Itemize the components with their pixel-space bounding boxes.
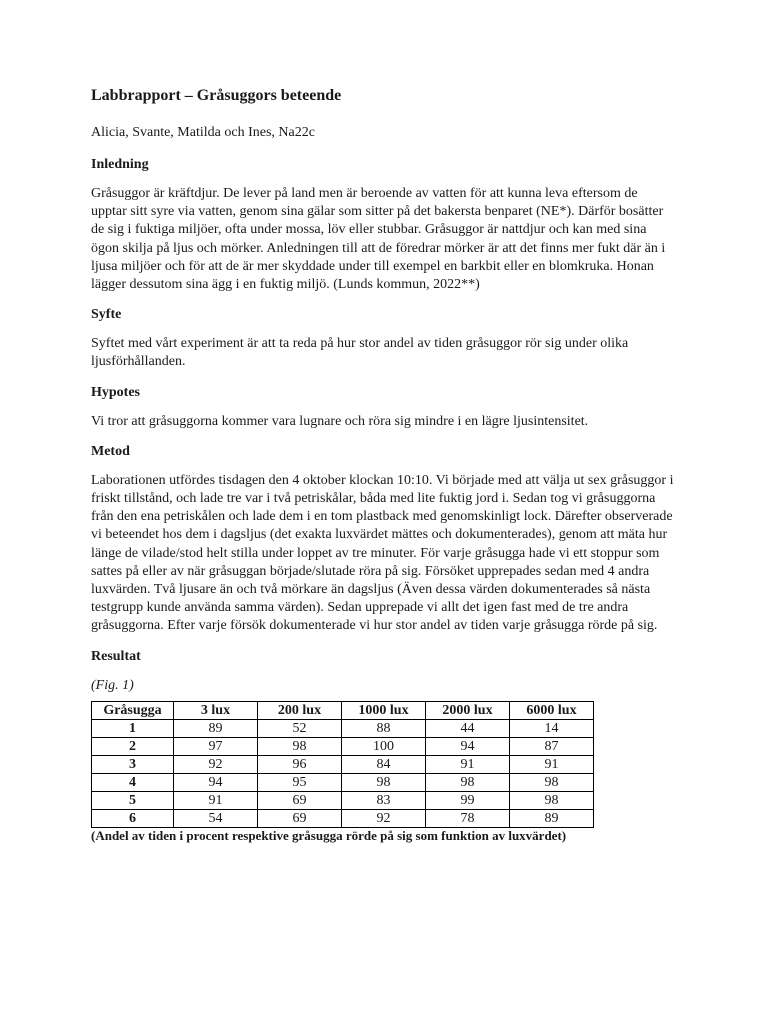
paragraph-syfte: Syftet med vårt experiment är att ta reda på hur stor andel av tiden gråsuggor rör sig under olika ljusförhållanden.: [91, 336, 629, 370]
table-cell: 94: [174, 773, 258, 791]
table-cell: 89: [174, 719, 258, 737]
table-caption: (Andel av tiden i procent respektive gråsugga rörde på sig som funktion av luxvärdet): [91, 827, 567, 843]
heading-hypotes: Hypotes: [91, 384, 140, 400]
table-row: [92, 719, 594, 737]
table-cell: 89: [510, 809, 594, 827]
table-cell: 91: [174, 791, 258, 809]
table-header-cell: Gråsugga: [92, 701, 174, 719]
table-header-row: [92, 701, 594, 719]
table-row: [92, 755, 594, 773]
table-cell: 98: [510, 791, 594, 809]
table-header-cell: 1000 lux: [342, 701, 426, 719]
heading-metod: Metod: [91, 443, 130, 459]
table-cell: 97: [174, 737, 258, 755]
table-cell: 84: [342, 755, 426, 773]
heading-resultat: Resultat: [91, 648, 141, 664]
heading-inledning: Inledning: [91, 157, 149, 172]
table-cell: 88: [342, 719, 426, 737]
table-cell: 78: [426, 809, 510, 827]
table-row: [92, 791, 594, 809]
table-cell: 98: [342, 773, 426, 791]
table-cell: 52: [258, 719, 342, 737]
results-table: [91, 701, 594, 828]
table-header-cell: 3 lux: [174, 701, 258, 719]
document-title: Labbrapport – Gråsuggors beteende: [91, 87, 342, 104]
paragraph-inledning: Gråsuggor är kräftdjur. De lever på land men är beroende av vatten för att kunna leva eftersom de upptar sitt syre via vatten, genom sina gälar som sitter på det bakersta benparet (NE*). Därför bosätter de sig i fuktiga miljöer, ofta under mossa, löv eller stubbar. Gråsuggor är nattdjur och kan med sina ögon skilja på ljus och mörker. Anledningen till att de föredrar mörker är att det finns mer fukt där än i ljusa miljöer och för att de är mer skyddade under till exempel en barkbit eller en blomkruka. Honan lägger dessutom sina ägg i en fuktig miljö. (Lunds kommun, 2022**): [91, 186, 666, 293]
table-cell: 69: [258, 791, 342, 809]
table-row-label: 2: [92, 737, 174, 755]
table-cell: 95: [258, 773, 342, 791]
table-cell: 91: [510, 755, 594, 773]
table-row-label: 6: [92, 809, 174, 827]
table-cell: 98: [510, 773, 594, 791]
table-cell: 99: [426, 791, 510, 809]
table-cell: 98: [258, 737, 342, 755]
authors-line: Alicia, Svante, Matilda och Ines, Na22c: [91, 125, 315, 140]
table-cell: 98: [426, 773, 510, 791]
table-cell: 83: [342, 791, 426, 809]
figure-label: (Fig. 1): [91, 677, 134, 693]
table-row-label: 3: [92, 755, 174, 773]
paragraph-hypotes: Vi tror att gråsuggorna kommer vara lugnare och röra sig mindre i en lägre ljusintensitet.: [91, 413, 589, 429]
table-header-cell: 200 lux: [258, 701, 342, 719]
table-cell: 91: [426, 755, 510, 773]
table-row: [92, 773, 594, 791]
table-cell: 69: [258, 809, 342, 827]
table-cell: 100: [342, 737, 426, 755]
table-cell: 94: [426, 737, 510, 755]
table-cell: 44: [426, 719, 510, 737]
table-row-label: 1: [92, 719, 174, 737]
table-row: [92, 737, 594, 755]
table-cell: 92: [174, 755, 258, 773]
table-cell: 92: [342, 809, 426, 827]
table-row-label: 4: [92, 773, 174, 791]
table-row-label: 5: [92, 791, 174, 809]
table-cell: 54: [174, 809, 258, 827]
table-cell: 87: [510, 737, 594, 755]
table-header-cell: 6000 lux: [510, 701, 594, 719]
heading-syfte: Syfte: [91, 307, 122, 323]
table-cell: 14: [510, 719, 594, 737]
paragraph-metod: Laborationen utfördes tisdagen den 4 oktober klockan 10:10. Vi började med att välja ut sex gråsuggor i friskt tillstånd, och lade tre var i två petriskålar, båda med lite fuktig jord i. Sedan tog vi gråsuggorna från den ena petriskålen och lade dem i en tom plastback med genomskinligt lock. Därefter observerade vi beteendet hos dem i dagsljus (det exakta luxvärdet mättes och dokumenterades), genom att mäta hur länge de vilade/stod helt stilla under loppet av tre minuter. För varje gråsugga hade vi ett stoppur som sattes på eller av när gråsuggan började/slutade röra på sig. Försöket upprepades sedan med 4 andra luxvärden. Två ljusare än och två mörkare än dagsljus (Även dessa värden dokumenterades så nästa testgrupp kunde använda samma värden). Sedan upprepade vi allt det igen fast med de tre andra gråsuggorna. Efter varje försök dokumenterade vi hur stor andel av tiden varje gråsugga rörde på sig.: [91, 472, 674, 634]
table-cell: 96: [258, 755, 342, 773]
table-header-cell: 2000 lux: [426, 701, 510, 719]
table-row: [92, 809, 594, 827]
